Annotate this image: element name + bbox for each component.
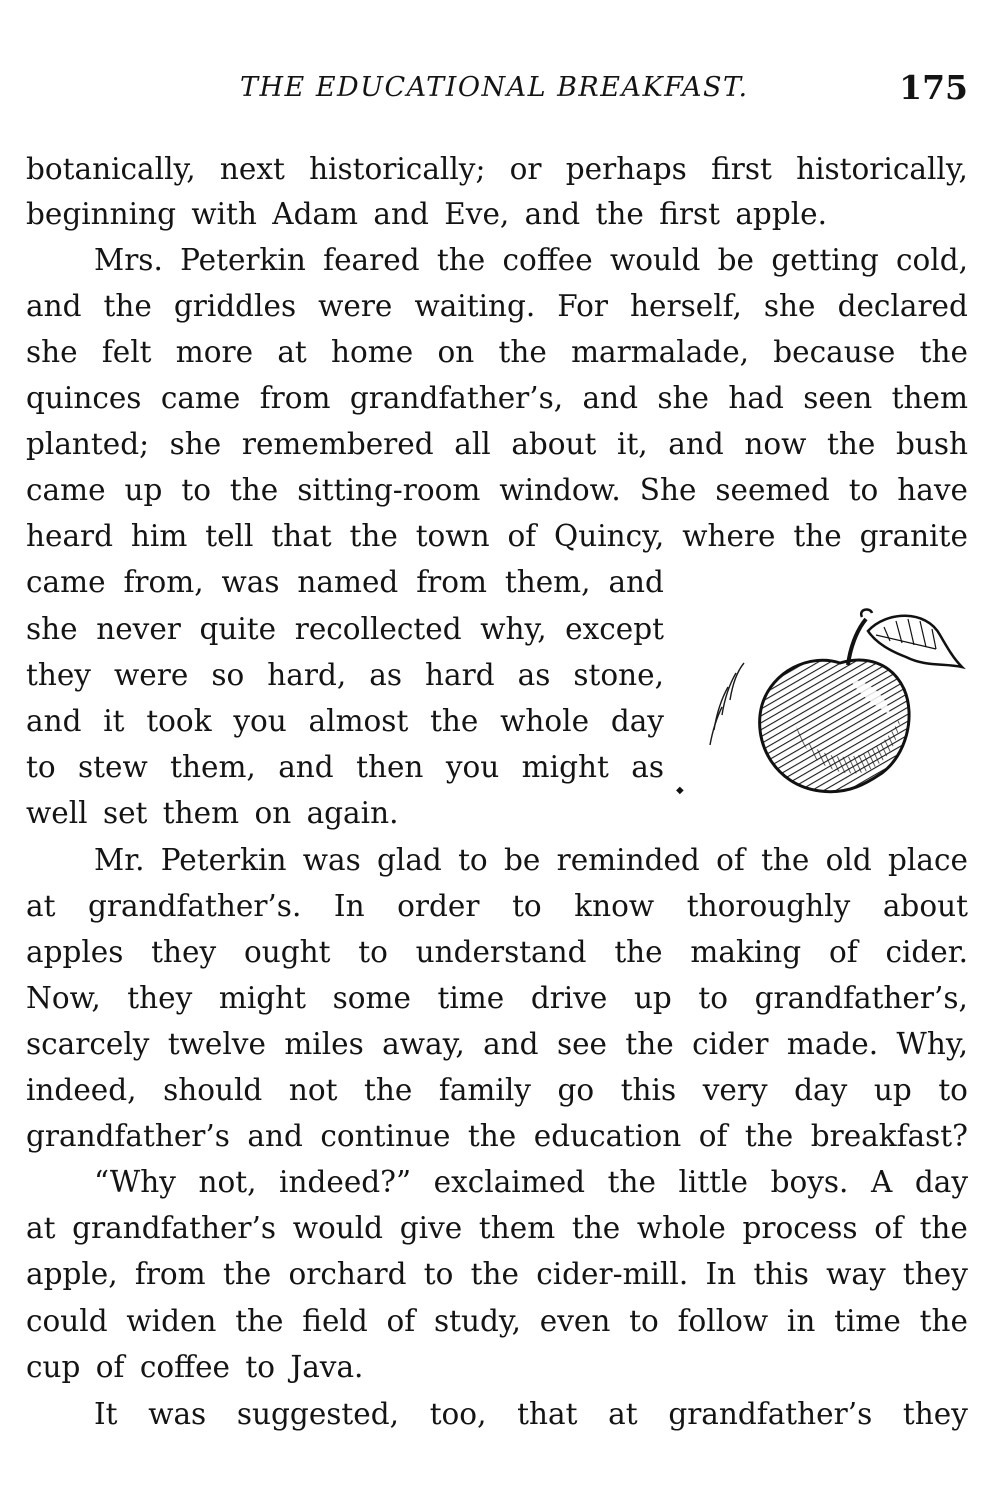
text-line: “Why not, indeed?” exclaimed the little boys. A day xyxy=(94,1165,968,1199)
running-head xyxy=(26,68,968,116)
text-line: well set them on again. xyxy=(26,796,399,830)
text-line: Mr. Peterkin was glad to be reminded of the old place xyxy=(94,843,968,877)
text-line: Mrs. Peterkin feared the coffee would be getting cold, xyxy=(94,243,968,277)
text-line: heard him tell that the town of Quincy, where the granite xyxy=(26,519,968,553)
svg-text:◆: ◆ xyxy=(676,785,684,796)
text-line: grandfather’s and continue the education of the breakfast? xyxy=(26,1119,968,1153)
text-line: planted; she remembered all about it, and now the bush xyxy=(26,427,968,461)
text-line: scarcely twelve miles away, and see the cider made. Why, xyxy=(26,1027,968,1061)
text-line: she never quite recollected why, except xyxy=(26,612,664,646)
text-line: apple, from the orchard to the cider-mill. In this way they xyxy=(26,1257,968,1291)
text-line: came up to the sitting-room window. She seemed to have xyxy=(26,473,968,507)
text-line: could widen the field of study, even to follow in time the xyxy=(26,1304,968,1338)
text-line: botanically, next historically; or perhaps first historically, xyxy=(26,152,968,186)
text-line: and the griddles were waiting. For herself, she declared xyxy=(26,289,968,323)
apple-illustration xyxy=(676,605,962,805)
text-line: beginning with Adam and Eve, and the first apple. xyxy=(26,197,827,231)
text-line: apples they ought to understand the making of cider. xyxy=(26,935,968,969)
running-title: THE EDUCATIONAL BREAKFAST. xyxy=(240,72,749,103)
text-line: to stew them, and then you might as xyxy=(26,750,664,784)
text-line: and it took you almost the whole day xyxy=(26,704,664,738)
page-number: 175 xyxy=(899,68,968,107)
text-line: at grandfather’s would give them the whole process of the xyxy=(26,1211,968,1245)
text-line: they were so hard, as hard as stone, xyxy=(26,658,664,692)
text-line: at grandfather’s. In order to know thoroughly about xyxy=(26,889,968,923)
text-line: Now, they might some time drive up to grandfather’s, xyxy=(26,981,968,1015)
text-line: cup of coffee to Java. xyxy=(26,1350,364,1384)
text-line: It was suggested, too, that at grandfather’s they xyxy=(94,1397,968,1431)
text-line: indeed, should not the family go this very day up to xyxy=(26,1073,968,1107)
text-line: came from, was named from them, and xyxy=(26,565,664,599)
text-line: she felt more at home on the marmalade, because the xyxy=(26,335,968,369)
text-line: quinces came from grandfather’s, and she had seen them xyxy=(26,381,968,415)
